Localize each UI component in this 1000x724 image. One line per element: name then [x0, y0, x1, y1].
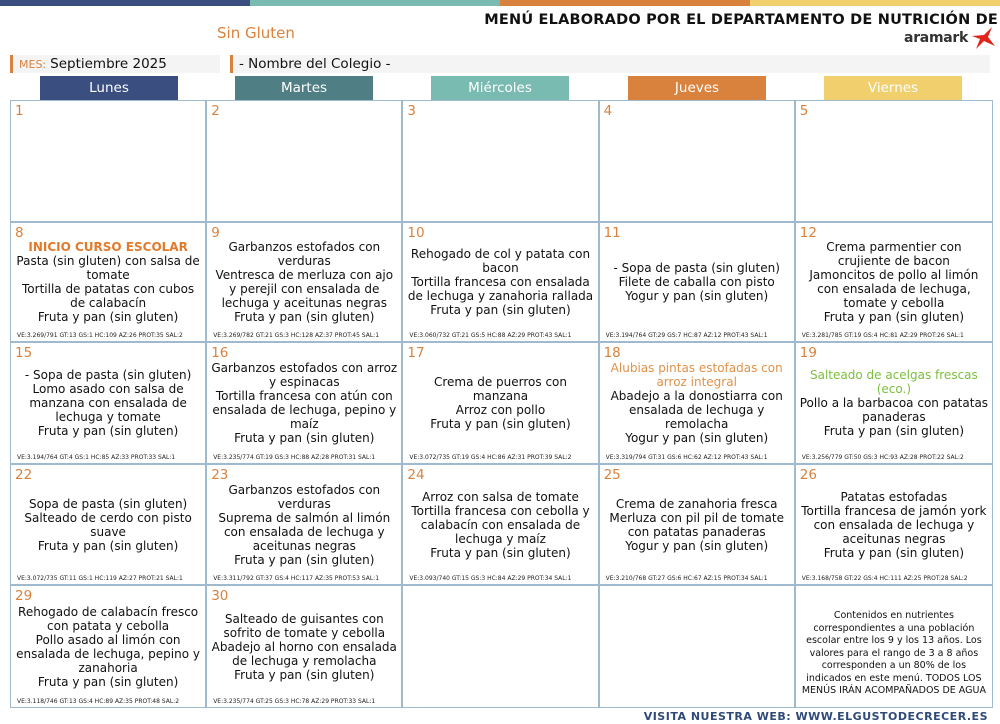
month-label: MES:: [19, 57, 47, 71]
menu-dish: Jamoncitos de pollo al limón con ensalada de lechuga, tomate y cebolla: [809, 268, 979, 310]
menu-dish: Fruta y pan (sin gluten): [234, 552, 375, 567]
day-cell: [11, 586, 207, 707]
menu-subtitle: Sin Gluten: [217, 24, 295, 42]
nutrition-info: VE:3.118/746 GT:13 GS:4 HC:89 AZ:35 PROT:48 SAL:2: [17, 698, 180, 705]
menu-dish: - Sopa de pasta (sin gluten): [24, 368, 192, 382]
menu-dish: - Sopa de pasta (sin gluten): [613, 261, 780, 275]
menu-dish: Fruta y pan (sin gluten): [234, 431, 375, 445]
day-number: 30: [211, 588, 229, 604]
school-name-field: - Nombre del Colegio -: [230, 55, 990, 73]
day-number: 5: [799, 103, 809, 119]
day-number: 23: [211, 467, 229, 483]
menu-dish: Fruta y pan (sin gluten): [430, 417, 571, 431]
month-field: [10, 55, 220, 73]
menu-dish: Fruta y pan (sin gluten): [430, 545, 571, 560]
menu-dish: Crema de puerros con manzana: [433, 375, 568, 403]
nutrition-info: VE:3.256/779 GT:50 GS:3 HC:93 AZ:28 PROT:22 SAL:2: [801, 454, 964, 461]
day-number: 3: [407, 103, 416, 119]
menu-dish: Tortilla francesa con ensalada de lechuga y zanahoria rallada: [407, 275, 594, 303]
day-cell: [600, 101, 796, 223]
day-number: 22: [15, 467, 33, 483]
day-cell: [11, 223, 207, 343]
menu-dish: Tortilla francesa con atún con ensalada de lechuga, pepino y maíz: [212, 389, 397, 431]
nutrition-info: VE:3.235/774 GT:25 GS:3 HC:78 AZ:29 PROT:33 SAL:1: [213, 698, 376, 705]
menu-dish: Salteado de guisantes con sofrito de tomate y cebolla: [223, 611, 386, 640]
day-number: 2: [211, 103, 220, 119]
menu-dish: Abadejo al horno con ensalada de lechuga y remolacha: [211, 639, 397, 668]
menu-dish: Rehogado de col y patata con bacon: [410, 247, 591, 275]
day-cell: [600, 343, 796, 465]
menu-dish: Filete de caballa con pisto: [618, 275, 775, 289]
menu-content: [14, 357, 202, 449]
day-number: 29: [15, 588, 33, 604]
menu-dish: Fruta y pan (sin gluten): [37, 538, 179, 553]
month-value: Septiembre 2025: [50, 56, 167, 72]
day-cell: [403, 465, 599, 586]
day-header-miercoles: Miércoles: [431, 76, 569, 100]
website-footer: VISITA NUESTRA WEB: WWW.ELGUSTODECRECER.ES: [643, 710, 988, 723]
nutrition-note: Contenidos en nutrientes correspondientes a una población escolar entre los 9 y los 13 años. Los valores para el rango de 3 a 8 años corresponden a un 80% de los indicados en este menú. TODOS LOS MENÚS IRÁN ACOMPAÑADOS DE AGUA: [801, 610, 986, 696]
menu-dish: Salteado de acelgas frescas (eco.): [810, 368, 978, 396]
day-cell: [207, 465, 403, 586]
menu-content: [603, 361, 791, 449]
day-number: 16: [211, 345, 229, 361]
menu-content: [210, 361, 398, 449]
weekday-header: [10, 76, 990, 100]
top-bar-segment-yellow: [750, 0, 1000, 6]
menu-dish: Garbanzos estofados con arroz y espinacas: [211, 361, 398, 389]
menu-dish: Fruta y pan (sin gluten): [37, 310, 179, 324]
day-cell: [11, 465, 207, 586]
menu-content: [603, 237, 791, 327]
menu-dish: Salteado de cerdo con pisto suave: [24, 510, 192, 539]
nutrition-info: VE:3.060/732 GT:21 GS:5 HC:88 AZ:29 PROT:43 SAL:1: [409, 332, 572, 339]
menu-dish: Suprema de salmón al limón con ensalada de lechuga y aceitunas negras: [218, 510, 391, 553]
menu-content: [799, 479, 989, 570]
day-number: 26: [799, 467, 817, 483]
menu-dish: Patatas estofadas: [840, 489, 948, 504]
menu-content: [210, 237, 398, 327]
day-cell: [403, 586, 599, 707]
nutrition-info: VE:3.235/774 GT:19 GS:3 HC:88 AZ:28 PROT:31 SAL:1: [213, 454, 376, 461]
menu-dish: Fruta y pan (sin gluten): [430, 303, 571, 317]
menu-dish: Garbanzos estofados con verduras: [228, 482, 381, 511]
top-color-bar: [0, 0, 1000, 6]
menu-content: [210, 479, 398, 570]
top-bar-segment-blue: [0, 0, 250, 6]
day-number: 19: [799, 345, 817, 361]
day-cell: [207, 101, 403, 223]
nutrition-info: VE:3.093/740 GT:15 GS:3 HC:84 AZ:29 PROT:34 SAL:1: [409, 575, 572, 582]
day-number: 11: [603, 225, 621, 241]
menu-dish: Tortilla francesa de jamón york con ensalada de lechuga y aceitunas negras: [801, 503, 987, 546]
menu-content: [210, 600, 398, 693]
day-cell: [600, 223, 796, 343]
menu-content: [14, 237, 202, 327]
nutrition-info: VE:3.319/794 GT:31 GS:6 HC:62 AZ:12 PROT:43 SAL:1: [605, 454, 768, 461]
day-cell: [796, 586, 992, 707]
day-header-lunes: Lunes: [40, 76, 178, 100]
day-cell: [403, 223, 599, 343]
nutrition-info: VE:3.269/791 GT:13 GS:1 HC:109 AZ:26 PROT:35 SAL:2: [17, 332, 183, 339]
day-cell: [796, 465, 992, 586]
menu-dish: Crema de zanahoria fresca: [615, 496, 778, 511]
logo-text: aramark: [904, 30, 968, 46]
day-number: 24: [407, 467, 425, 483]
day-cell: [403, 343, 599, 465]
menu-content: [603, 479, 791, 570]
day-header-viernes: Viernes: [824, 76, 962, 100]
menu-dish: Fruta y pan (sin gluten): [823, 424, 965, 438]
header-title: MENÚ ELABORADO POR EL DEPARTAMENTO DE NUTRICIÓN DE: [484, 12, 998, 28]
menu-dish: Crema parmentier con crujiente de bacon: [826, 240, 962, 268]
day-cell: [11, 101, 207, 223]
menu-dish: Sopa de pasta (sin gluten): [28, 496, 188, 511]
menu-dish: Pasta (sin gluten) con salsa de tomate: [16, 254, 200, 282]
nutrition-info: VE:3.194/764 GT:4 GS:1 HC:85 AZ:33 PROT:33 SAL:1: [17, 454, 176, 461]
day-number: 17: [407, 345, 425, 361]
nutrition-info: VE:3.168/758 GT:22 GS:4 HC:111 AZ:25 PROT:28 SAL:2: [801, 575, 968, 582]
menu-dish: Fruta y pan (sin gluten): [823, 310, 965, 324]
day-number: 8: [15, 225, 24, 241]
top-bar-segment-teal: [250, 0, 500, 6]
day-number: 12: [799, 225, 817, 241]
menu-dish: Arroz con pollo: [455, 403, 546, 417]
day-number: 1: [15, 103, 24, 119]
top-bar-segment-orange: [500, 0, 750, 6]
nutrition-info: VE:3.072/735 GT:19 GS:4 HC:86 AZ:31 PROT:39 SAL:2: [409, 454, 572, 461]
aramark-logo: [904, 26, 996, 50]
nutrition-info: VE:3.210/768 GT:27 GS:6 HC:67 AZ:15 PROT:34 SAL:1: [605, 575, 768, 582]
menu-dish: Fruta y pan (sin gluten): [234, 310, 375, 324]
menu-dish: Rehogado de calabacín fresco con patata y cebolla: [18, 604, 199, 633]
menu-dish: Yogur y pan (sin gluten): [625, 538, 769, 553]
menu-dish: Ventresca de merluza con ajo y perejil con ensalada de lechuga y aceitunas negras: [215, 268, 394, 310]
nutrition-info: VE:3.194/764 GT:29 GS:7 HC:87 AZ:12 PROT:43 SAL:1: [605, 332, 768, 339]
menu-content: [406, 357, 594, 449]
day-cell: [207, 223, 403, 343]
menu-content: [406, 237, 594, 327]
day-number: 9: [211, 225, 220, 241]
day-number: 25: [603, 467, 621, 483]
menu-content: [799, 237, 989, 327]
nutrition-info: VE:3.281/785 GT:19 GS:4 HC:81 AZ:29 PROT:26 SAL:1: [801, 332, 964, 339]
menu-dish: Lomo asado con salsa de manzana con ensalada de lechuga y tomate: [29, 382, 187, 424]
menu-dish: Arroz con salsa de tomate: [422, 489, 579, 504]
menu-dish: Tortilla francesa con cebolla y calabacín con ensalada de lechuga y maíz: [411, 503, 590, 546]
menu-content: [799, 357, 989, 449]
day-cell: [600, 586, 796, 707]
day-cell: [796, 343, 992, 465]
menu-dish: INICIO CURSO ESCOLAR: [28, 240, 188, 254]
day-number: 15: [15, 345, 33, 361]
menu-dish: Abadejo a la donostiarra con ensalada de lechuga y remolacha: [610, 389, 783, 431]
day-number: 4: [603, 103, 613, 119]
menu-dish: Pollo asado al limón con ensalada de lechuga, pepino y zanahoria: [16, 632, 200, 675]
menu-dish: Fruta y pan (sin gluten): [37, 674, 179, 689]
menu-content: [14, 600, 202, 693]
day-cell: [796, 101, 992, 223]
day-number: 18: [603, 345, 621, 361]
star-logo-icon: [970, 26, 996, 50]
menu-dish: Fruta y pan (sin gluten): [37, 424, 179, 438]
menu-dish: Pollo a la barbacoa con patatas panaderas: [799, 396, 989, 424]
day-cell: [796, 223, 992, 343]
day-cell: [403, 101, 599, 223]
day-header-martes: Martes: [235, 76, 373, 100]
menu-dish: Fruta y pan (sin gluten): [234, 667, 375, 682]
day-cell: [11, 343, 207, 465]
menu-dish: Tortilla de patatas con cubos de calabacín: [22, 282, 195, 310]
day-cell: [207, 343, 403, 465]
menu-dish: Alubias pintas estofadas con arroz integral: [610, 361, 783, 389]
menu-dish: Fruta y pan (sin gluten): [823, 545, 965, 560]
menu-dish: Yogur y pan (sin gluten): [625, 289, 769, 303]
calendar-grid: [10, 100, 993, 708]
day-header-jueves: Jueves: [628, 76, 766, 100]
menu-dish: Merluza con pil pil de tomate con patatas panaderas: [609, 510, 785, 539]
day-cell: [600, 465, 796, 586]
menu-dish: Garbanzos estofados con verduras: [228, 240, 381, 268]
menu-dish: Yogur y pan (sin gluten): [625, 431, 769, 445]
nutrition-info: VE:3.072/735 GT:11 GS:1 HC:119 AZ:27 PROT:21 SAL:1: [17, 575, 183, 582]
nutrition-info: VE:3.311/792 GT:37 GS:4 HC:117 AZ:35 PROT:53 SAL:1: [213, 575, 380, 582]
menu-content: [14, 479, 202, 570]
day-number: 10: [407, 225, 425, 241]
nutrition-info: VE:3.269/782 GT:21 GS:3 HC:128 AZ:37 PROT:45 SAL:1: [213, 332, 380, 339]
menu-content: [406, 479, 594, 570]
day-cell: [207, 586, 403, 707]
